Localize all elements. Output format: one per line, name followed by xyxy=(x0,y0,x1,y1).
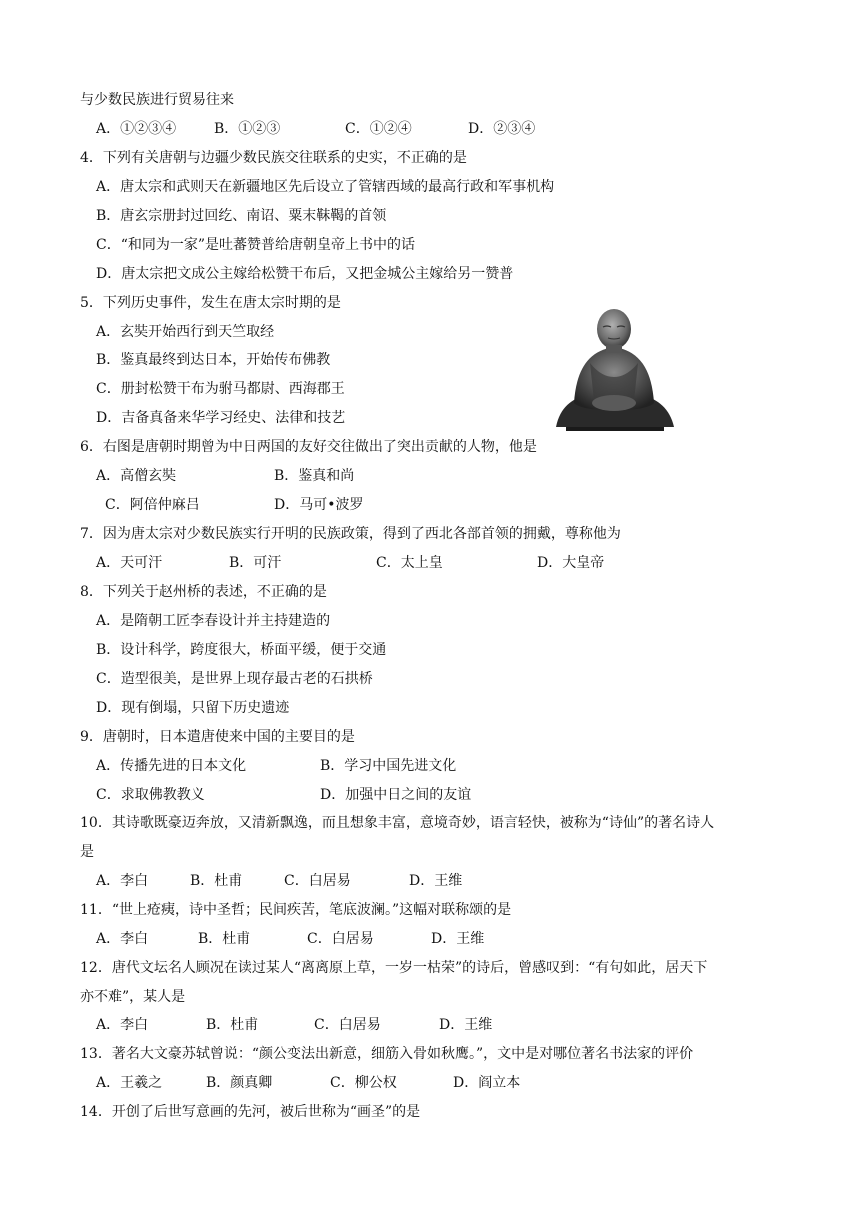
q4-option-b: B．唐玄宗册封过回纥、南诏、粟末靺鞨的首领 xyxy=(96,208,387,224)
q7-stem: 7．因为唐太宗对少数民族实行开明的民族政策，得到了西北各部首领的拥戴，尊称他为 xyxy=(80,526,621,542)
q7-option-c: C．太上皇 xyxy=(376,555,443,571)
intro-line: 与少数民族进行贸易往来 xyxy=(80,92,234,108)
q5-option-a: A．玄奘开始西行到天竺取经 xyxy=(96,324,275,340)
q3-option-d: D．②③④ xyxy=(468,121,536,137)
q4-stem: 4．下列有关唐朝与边疆少数民族交往联系的史实，不正确的是 xyxy=(80,150,467,166)
q11-stem: 11．“世上疮痍，诗中圣哲；民间疾苦，笔底波澜。”这幅对联称颂的是 xyxy=(80,902,512,918)
q6-option-b: B．鉴真和尚 xyxy=(274,468,355,484)
q3-option-c: C．①②④ xyxy=(345,121,412,137)
q5-stem: 5．下列历史事件，发生在唐太宗时期的是 xyxy=(80,295,341,311)
q10-stem-line2: 是 xyxy=(80,844,94,860)
q10-option-c: C．白居易 xyxy=(284,873,351,889)
q3-option-a: A．①②③④ xyxy=(96,121,177,137)
q11-option-a: A．李白 xyxy=(96,931,149,947)
jianzhen-statue-image xyxy=(546,303,682,435)
q8-stem: 8．下列关于赵州桥的表述，不正确的是 xyxy=(80,584,327,600)
q4-option-d: D．唐太宗把文成公主嫁给松赞干布后，又把金城公主嫁给另一赞普 xyxy=(96,266,514,282)
q6-option-c: C．阿倍仲麻吕 xyxy=(105,497,200,513)
q11-option-b: B．杜甫 xyxy=(198,931,251,947)
q14-stem: 14．开创了后世写意画的先河，被后世称为“画圣”的是 xyxy=(80,1104,421,1120)
q9-option-a: A．传播先进的日本文化 xyxy=(96,758,247,774)
q10-option-d: D．王维 xyxy=(409,873,463,889)
q13-option-c: C．柳公权 xyxy=(330,1075,397,1091)
q13-option-d: D．阎立本 xyxy=(453,1075,521,1091)
q9-option-c: C．求取佛教教义 xyxy=(96,787,205,803)
q10-option-a: A．李白 xyxy=(96,873,149,889)
q5-option-d: D．吉备真备来华学习经史、法律和技艺 xyxy=(96,410,346,426)
q12-stem-line1: 12．唐代文坛名人顾况在读过某人“离离原上草，一岁一枯荣”的诗后，曾感叹到：“有句如此，居天下 xyxy=(80,960,708,976)
q4-option-a: A．唐太宗和武则天在新疆地区先后设立了管辖西域的最高行政和军事机构 xyxy=(96,179,555,195)
q12-option-c: C．白居易 xyxy=(314,1017,381,1033)
q11-option-c: C．白居易 xyxy=(307,931,374,947)
q7-option-d: D．大皇帝 xyxy=(537,555,605,571)
q8-option-c: C．造型很美，是世界上现存最古老的石拱桥 xyxy=(96,671,373,687)
q9-option-b: B．学习中国先进文化 xyxy=(320,758,457,774)
q6-option-d: D．马可•波罗 xyxy=(274,497,364,513)
q13-stem: 13．著名大文豪苏轼曾说：“颜公变法出新意，细筋入骨如秋鹰。”，文中是对哪位著名书法家的评价 xyxy=(80,1046,694,1062)
q8-option-d: D．现有倒塌，只留下历史遗迹 xyxy=(96,700,290,716)
q10-option-b: B．杜甫 xyxy=(190,873,243,889)
q12-option-d: D．王维 xyxy=(439,1017,493,1033)
q12-option-a: A．李白 xyxy=(96,1017,149,1033)
q6-option-a: A．高僧玄奘 xyxy=(96,468,177,484)
q12-stem-line2: 亦不难”，某人是 xyxy=(80,989,186,1005)
q4-option-c: C．“和同为一家”是吐蕃赞普给唐朝皇帝上书中的话 xyxy=(96,237,416,253)
q12-option-b: B．杜甫 xyxy=(206,1017,259,1033)
q8-option-a: A．是隋朝工匠李春设计并主持建造的 xyxy=(96,613,331,629)
q8-option-b: B．设计科学，跨度很大，桥面平缓，便于交通 xyxy=(96,642,387,658)
q13-option-b: B．颜真卿 xyxy=(206,1075,273,1091)
q5-option-b: B．鉴真最终到达日本，开始传布佛教 xyxy=(96,352,331,368)
q13-option-a: A．王羲之 xyxy=(96,1075,163,1091)
q7-option-b: B．可汗 xyxy=(229,555,282,571)
q10-stem-line1: 10．其诗歌既豪迈奔放，又清新飘逸，而且想象丰富，意境奇妙，语言轻快，被称为“诗仙”的著名诗人 xyxy=(80,815,715,831)
q3-option-b: B．①②③ xyxy=(214,121,281,137)
q11-option-d: D．王维 xyxy=(431,931,485,947)
q9-option-d: D．加强中日之间的友谊 xyxy=(320,787,472,803)
q9-stem: 9．唐朝时，日本遣唐使来中国的主要目的是 xyxy=(80,729,355,745)
q6-stem: 6．右图是唐朝时期曾为中日两国的友好交往做出了突出贡献的人物，他是 xyxy=(80,439,537,455)
q5-option-c: C．册封松赞干布为驸马都尉、西海郡王 xyxy=(96,381,345,397)
seated-monk-statue-icon xyxy=(546,303,682,435)
q7-option-a: A．天可汗 xyxy=(96,555,163,571)
